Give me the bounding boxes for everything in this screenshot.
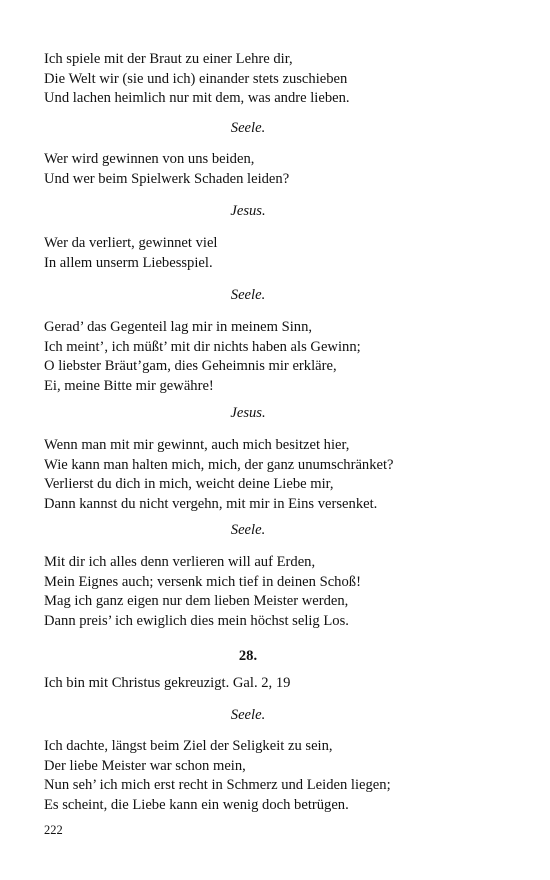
stanza-4 bbox=[44, 318, 514, 396]
verse-line: Wie kann man halten mich, mich, der ganz unumschränket? bbox=[44, 456, 394, 473]
page-number: 222 bbox=[44, 823, 63, 837]
verse-line: Gerad’ das Gegenteil lag mir in meinem Sinn, bbox=[44, 319, 313, 335]
verse-line: Verlierst du dich in mich, weicht deine Liebe mir, bbox=[44, 476, 334, 492]
verse-line: Wer wird gewinnen von uns beiden, bbox=[44, 151, 255, 167]
verse-line: Ei, meine Bitte mir gewähre! bbox=[44, 377, 214, 394]
verse-line: Ich dachte, längst beim Ziel der Seligkeit zu sein, bbox=[44, 738, 333, 754]
speaker-label-seele: Seele. bbox=[230, 522, 266, 538]
speaker-label-jesus: Jesus. bbox=[230, 405, 266, 421]
stanza-1 bbox=[44, 50, 514, 109]
stanza-5 bbox=[44, 436, 514, 514]
verse-line: Und lachen heimlich nur mit dem, was andre lieben. bbox=[44, 90, 350, 106]
stanza-2 bbox=[44, 150, 514, 189]
speaker-label-jesus: Jesus. bbox=[230, 203, 266, 219]
verse-line: Dann preis’ ich ewiglich dies mein höchst selig Los. bbox=[44, 612, 349, 629]
stanza-3 bbox=[44, 234, 514, 273]
verse-line: Die Welt wir (sie und ich) einander stets zuschieben bbox=[44, 70, 348, 87]
stanza-6 bbox=[44, 553, 514, 631]
verse-line: Nun seh’ ich mich erst recht in Schmerz und Leiden liegen; bbox=[44, 777, 391, 793]
verse-line: Mag ich ganz eigen nur dem lieben Meister werden, bbox=[44, 593, 349, 609]
verse-line: Der liebe Meister war schon mein, bbox=[44, 757, 246, 774]
section-subtitle: Ich bin mit Christus gekreuzigt. Gal. 2, 19 bbox=[44, 675, 291, 691]
verse-line: Mit dir ich alles denn verlieren will auf Erden, bbox=[44, 554, 316, 570]
verse-line: O liebster Bräut’gam, dies Geheimnis mir erkläre, bbox=[44, 358, 337, 374]
verse-line: Es scheint, die Liebe kann ein wenig doch betrügen. bbox=[44, 796, 349, 813]
verse-line: Dann kannst du nicht vergehn, mit mir in Eins versenket. bbox=[44, 495, 378, 512]
verse-line: In allem unserm Liebesspiel. bbox=[44, 254, 213, 271]
speaker-label-seele: Seele. bbox=[230, 287, 266, 303]
stanza-7 bbox=[44, 737, 514, 815]
verse-line: Ich spiele mit der Braut zu einer Lehre dir, bbox=[44, 51, 293, 67]
verse-line: Und wer beim Spielwerk Schaden leiden? bbox=[44, 170, 290, 187]
verse-line: Wer da verliert, gewinnet viel bbox=[44, 235, 218, 251]
speaker-label-seele: Seele. bbox=[230, 707, 266, 723]
verse-line: Mein Eignes auch; versenk mich tief in deinen Schoß! bbox=[44, 573, 361, 590]
verse-line: Wenn man mit mir gewinnt, auch mich besitzet hier, bbox=[44, 437, 350, 453]
section-number: 28. bbox=[238, 648, 258, 664]
verse-line: Ich meint’, ich müßt’ mit dir nichts haben als Gewinn; bbox=[44, 338, 361, 355]
speaker-label-seele: Seele. bbox=[230, 120, 266, 136]
